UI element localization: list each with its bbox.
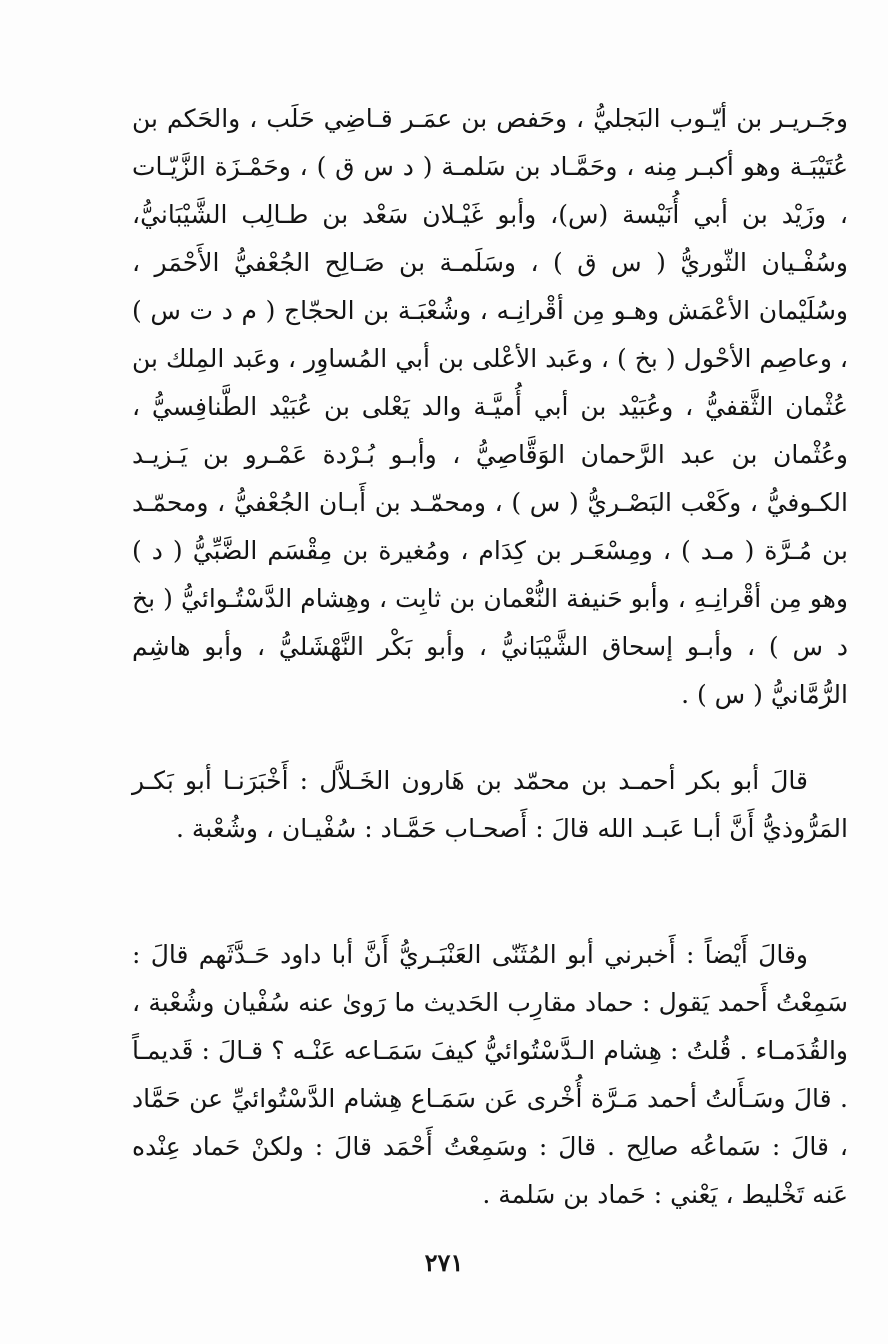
paragraph-narrators-list: وجَـريـر بن أيّـوب البَجليُّ ، وحَفص بن عمَـر قـاضِي حَلَب ، والحَكم بن عُتَيْبَـة وهو أكبـر مِنه ، وحَمَّـاد بن سَلمـة ( د س ق ) ، وحَمْـزَة الزَّيّـات ، وزَيْد بن أبي أُنَيْسة (س)، وأبو غَيْـلان سَعْد بن طـالِب الشَّيْبَانيُّ، وسُفْـيان الثّوريُّ ( س ق ) ، وسَلَمـة بن صَـالِح الجُعْفيُّ الأَحْمَر ، وسُلَيْمان الأعْمَش وهـو مِن أقْرانِـه ، وشُعْبَـة بن الحجّاج ( م د ت س ) ، وعاصِم الأحْول ( بخ ) ، وعَبد الأعْلى بن أبي المُساوِر ، وعَبد المِلك بن عُثْمان الثَّقفيُّ ، وعُبَيْد بن أبي أُميَّـة والد يَعْلى بن عُبَيْد الطَّنافِسيُّ ، وعُثْمان بن عبد الرَّحمان الوَقَّاصِيُّ ، وأبـو بُـرْدة عَمْـرو بن يَـزيـد الكـوفيُّ ، وكَعْب البَصْـريُّ ( س ) ، ومحمّـد بن أَبـان الجُعْفيُّ ، ومحمّـد بن مُـرَّة ( مـد ) ، ومِسْعَـر بن كِدَام ، ومُغيرة بن مِقْسَم الضَّبِّيُّ ( د ) وهو مِن أقْرانِـهِ ، وأبو حَنيفة النُّعْمان بن ثابِت ، وهِشام الدَّسْتُـوائيُّ ( بخ د س ) ، وأبـو إسحاق الشَّيْبَانيُّ ، وأبو بَكْر النَّهْشَليُّ ، وأبو هاشِم الرُّمَّانيُّ ( س ) .: [132, 104, 848, 709]
paragraph-abu-dawud-report: وقالَ أَيْضاً : أَخبرني أبو المُثَنّى العَنْبَـريُّ أَنَّ أبا داود حَـدَّثَهم قالَ : سَمِعْتُ أَحمد يَقول : حماد مقارِب الحَديث ما رَوىٰ عنه سُفْيان وشُعْبة ، والقُدَمـاء . قُلتُ : هِشام الـدَّسْتُوائيُّ كيفَ سَمَـاعه عَنْـه ؟ قـالَ : قَديمـاً . قالَ وسَـأَلتُ أحمد مَـرَّة أُخْرى عَن سَمَـاع هِشام الدَّسْتُوائيِّ عن حَمَّاد ، قالَ : سَماعُه صالِح . قالَ : وسَمِعْتُ أَحْمَد قالَ : ولكنْ حَماد عِنْده عَنه تَخْليط ، يَعْني : حَماد بن سَلمة .: [132, 940, 848, 1209]
paragraph-khallal-report: قالَ أبو بكر أحمـد بن محمّد بن هَارون الخَـلاَّل : أَخْبَرَنـا أبو بَكـر المَرُّوذيُّ أَنَّ أبـا عَبـد الله قالَ : أَصحـاب حَمَّـاد : سُفْيـان ، وشُعْبة .: [132, 766, 848, 843]
page-number: ٢٧١: [424, 1248, 464, 1277]
